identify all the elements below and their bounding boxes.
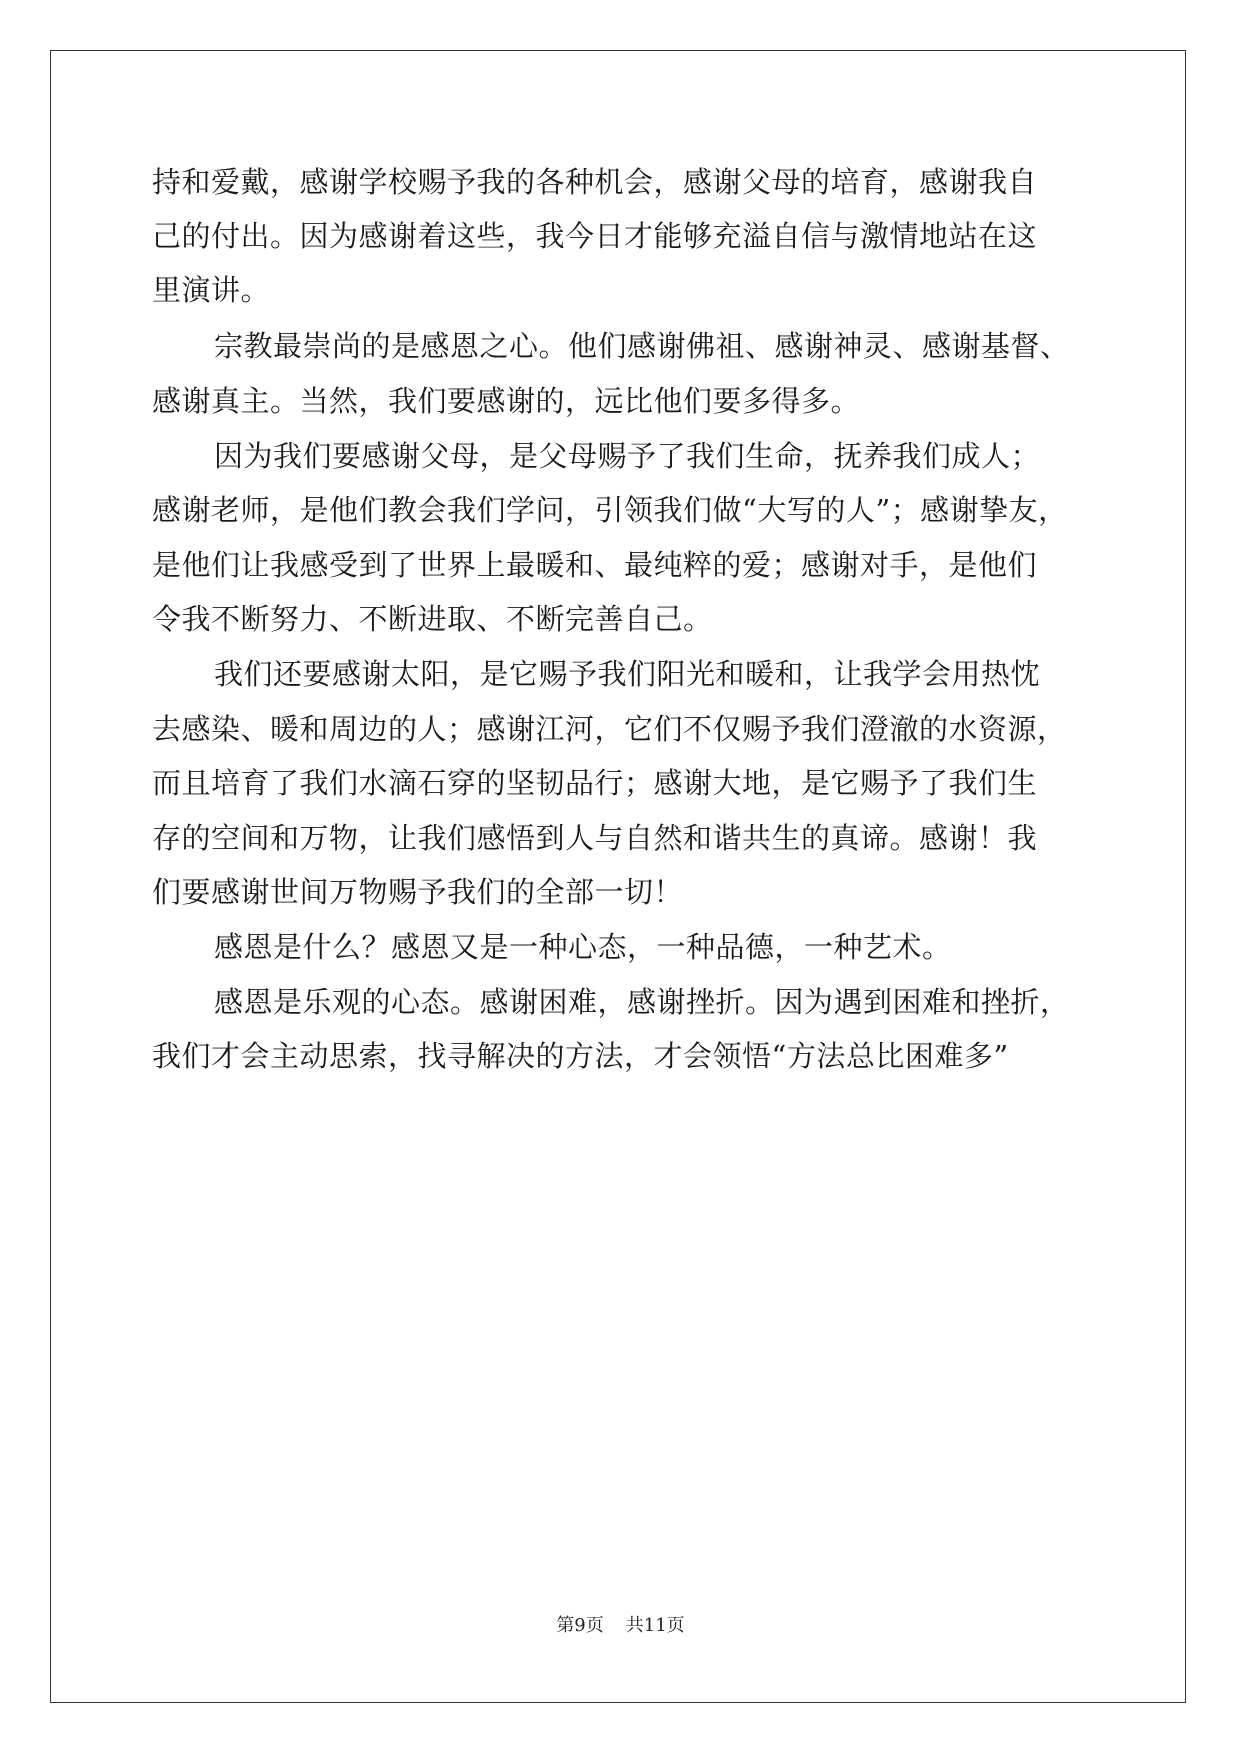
paragraph-line: 而且培育了我们水滴石穿的坚韧品行；感谢大地，是它赐予了我们生	[152, 766, 1038, 800]
paragraph-line: 里演讲。	[152, 273, 271, 307]
paragraph-line: 持和爱戴，感谢学校赐予我的各种机会，感谢父母的培育，感谢我自	[152, 165, 1038, 199]
paragraph-line: 己的付出。因为感谢着这些，我今日才能够充溢自信与激情地站在这	[152, 219, 1038, 253]
page-total: 共11页	[625, 1615, 685, 1636]
paragraph-line: 去感染、暖和周边的人；感谢江河，它们不仅赐予我们澄澈的水资源，	[152, 712, 1067, 746]
paragraph-line: 是他们让我感受到了世界上最暖和、最纯粹的爱；感谢对手，是他们	[152, 548, 1038, 582]
paragraph-line: 因为我们要感谢父母，是父母赐予了我们生命，抚养我们成人；	[214, 439, 1041, 473]
paragraph-line: 感谢老师，是他们教会我们学问，引领我们做“大写的人”；感谢挚友，	[152, 493, 1068, 527]
paragraph-line: 们要感谢世间万物赐予我们的全部一切！	[152, 875, 684, 909]
paragraph-line: 我们才会主动思索，找寻解决的方法，才会领悟“方法总比困难多”	[152, 1039, 1009, 1073]
paragraph-line: 宗教最崇尚的是感恩之心。他们感谢佛祖、感谢神灵、感谢基督、	[214, 329, 1070, 363]
paragraph-line: 感恩是乐观的心态。感谢困难，感谢挫折。因为遇到困难和挫折，	[214, 985, 1070, 1019]
paragraph-line: 令我不断努力、不断进取、不断完善自己。	[152, 602, 713, 636]
page-footer	[0, 1614, 1241, 1638]
page-number: 第9页	[556, 1615, 604, 1636]
paragraph-line: 我们还要感谢太阳，是它赐予我们阳光和暖和，让我学会用热忱	[214, 657, 1041, 691]
paragraph-line: 感谢真主。当然，我们要感谢的，远比他们要多得多。	[152, 384, 861, 418]
paragraph-line: 感恩是什么？感恩又是一种心态，一种品德，一种艺术。	[214, 930, 952, 964]
paragraph-line: 存的空间和万物，让我们感悟到人与自然和谐共生的真谛。感谢！我	[152, 821, 1038, 855]
